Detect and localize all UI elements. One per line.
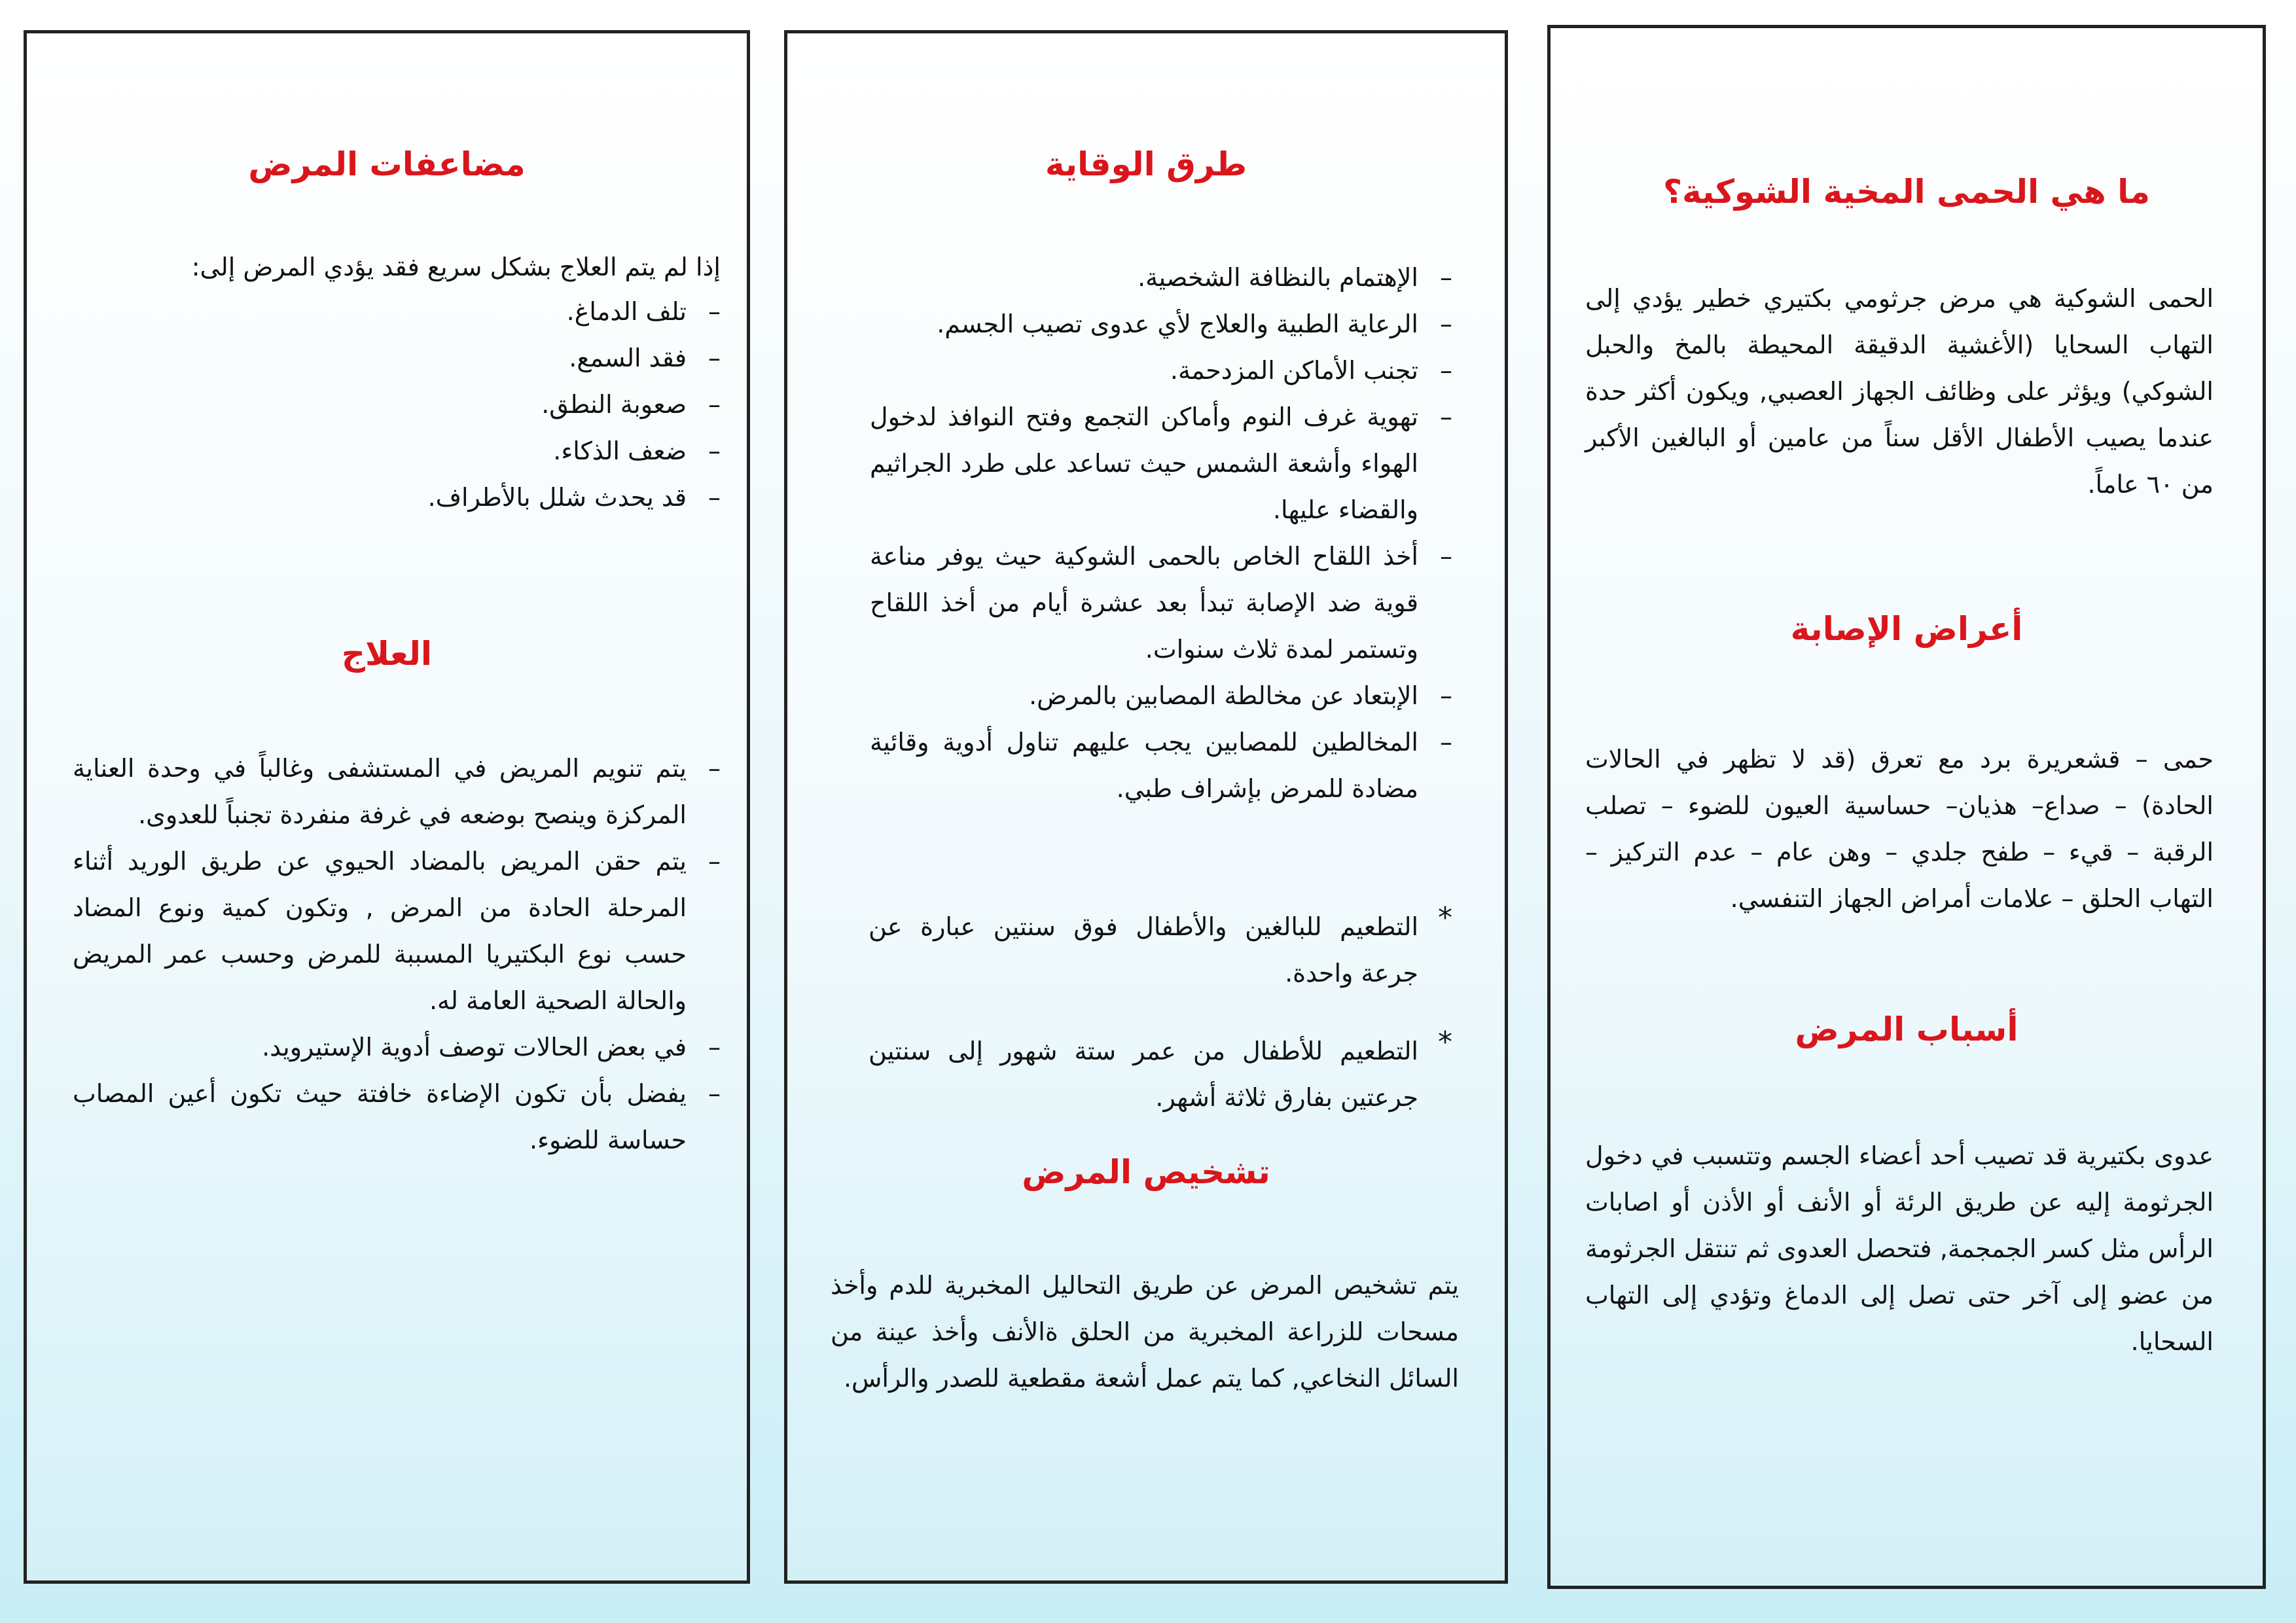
list-item: – الرعاية الطبية والعلاج لأي عدوى تصيب الجسم. <box>870 301 1452 348</box>
complications-list <box>99 289 721 521</box>
list-item: – الإبتعاد عن مخالطة المصابين بالمرض. <box>870 673 1452 719</box>
complications-title: مضاعفات المرض <box>248 145 526 183</box>
list-item: – يتم تنويم المريض في المستشفى وغالباً في وحدة العناية المركزة وينصح بوضعه في غرفة منفردة تجنباً للعدوى. <box>73 745 721 838</box>
vaccine-note-infants: * التطعيم للأطفال من عمر ستة شهور إلى سنتين جرعتين بفارق ثلاثة أشهر. <box>869 1028 1452 1121</box>
diagnosis-title: تشخيص المرض <box>1022 1153 1270 1191</box>
what-is-title: ما هي الحمى المخية الشوكية؟ <box>1663 173 2150 211</box>
list-item: – أخذ اللقاح الخاص بالحمى الشوكية حيث يوفر مناعة قوية ضد الإصابة تبدأ بعد عشرة أيام من أخذ اللقاح وتستمر لمدة ثلاث سنوات. <box>870 533 1452 673</box>
complications-intro: إذا لم يتم العلاج بشكل سريع فقد يؤدي المرض إلى: <box>191 253 721 281</box>
list-item: – تجنب الأماكن المزدحمة. <box>870 348 1452 394</box>
list-item: – يفضل بأن تكون الإضاءة خافتة حيث تكون أعين المصاب حساسة للضوء. <box>73 1071 721 1164</box>
list-item: – ضعف الذكاء. <box>99 428 721 474</box>
panel-middle <box>784 30 1508 1584</box>
prevention-title: طرق الوقاية <box>1045 145 1247 183</box>
list-item: – يتم حقن المريض بالمضاد الحيوي عن طريق الوريد أثناء المرحلة الحادة من المرض , وتكون كمية ونوع المضاد حسب نوع البكتيريا المسببة للمرض وحسب عمر المريض والحالة الصحية العامة له. <box>73 838 721 1024</box>
symptoms-text: حمى – قشعريرة برد مع تعرق (قد لا تظهر في الحالات الحادة) – صداع– هذيان– حساسية العيون للضوء – تصلب الرقبة – قيء – طفح جلدي – وهن عام – عدم التركيز – التهاب الحلق – علامات أمراض الجهاز التنفسي. <box>1585 745 2214 913</box>
list-item: – قد يحدث شلل بالأطراف. <box>99 474 721 521</box>
list-item: – الإهتمام بالنظافة الشخصية. <box>870 255 1452 301</box>
list-item: – المخالطين للمصابين يجب عليهم تناول أدوية وقائية مضادة للمرض بإشراف طبي. <box>870 719 1452 812</box>
causes-title: أسباب المرض <box>1795 1010 2018 1048</box>
list-item: – تهوية غرف النوم وأماكن التجمع وفتح النوافذ لدخول الهواء وأشعة الشمس حيث تساعد على طرد الجراثيم والقضاء عليها. <box>870 394 1452 533</box>
vaccine-note-adults: * التطعيم للبالغين والأطفال فوق سنتين عبارة عن جرعة واحدة. <box>869 904 1452 997</box>
causes-text: عدوى بكتيرية قد تصيب أحد أعضاء الجسم وتتسبب في دخول الجرثومة إليه عن طريق الرئة أو الأنف أو الأذن أو اصابات الرأس مثل كسر الجمجمة, فتحصل العدوى ثم تنتقل الجرثومة من عضو إلى آخر حتى تصل إلى الدماغ وتؤدي إلى التهاب السحايا. <box>1585 1141 2214 1356</box>
symptoms-title: أعراض الإصابة <box>1790 610 2023 648</box>
list-item: – في بعض الحالات توصف أدوية الإستيرويد. <box>73 1024 721 1071</box>
treatment-title: العلاج <box>341 635 433 673</box>
diagnosis-text: يتم تشخيص المرض عن طريق التحاليل المخبرية للدم وأخذ مسحات للزراعة المخبرية من الحلق ةالأنف وأخذ عينة من السائل النخاعي, كما يتم عمل أشعة مقطعية للصدر والرأس. <box>831 1271 1459 1393</box>
what-is-text: الحمى الشوكية هي مرض جرثومي بكتيري خطير يؤدي إلى التهاب السحايا (الأغشية الدقيقة المحيطة بالمخ والحبل الشوكي) ويؤثر على وظائف الجهاز العصبي, ويكون أكثر حدة عندما يصيب الأطفال الأقل سناً من عامين أو البالغين الأكبر من ٦٠ عاماً. <box>1585 284 2214 499</box>
list-item: – فقد السمع. <box>99 335 721 382</box>
list-item: – صعوبة النطق. <box>99 382 721 428</box>
panel-left <box>24 30 750 1584</box>
treatment-list <box>73 745 721 1164</box>
prevention-list <box>870 255 1452 812</box>
panel-right <box>1547 25 2266 1589</box>
list-item: – تلف الدماغ. <box>99 289 721 335</box>
